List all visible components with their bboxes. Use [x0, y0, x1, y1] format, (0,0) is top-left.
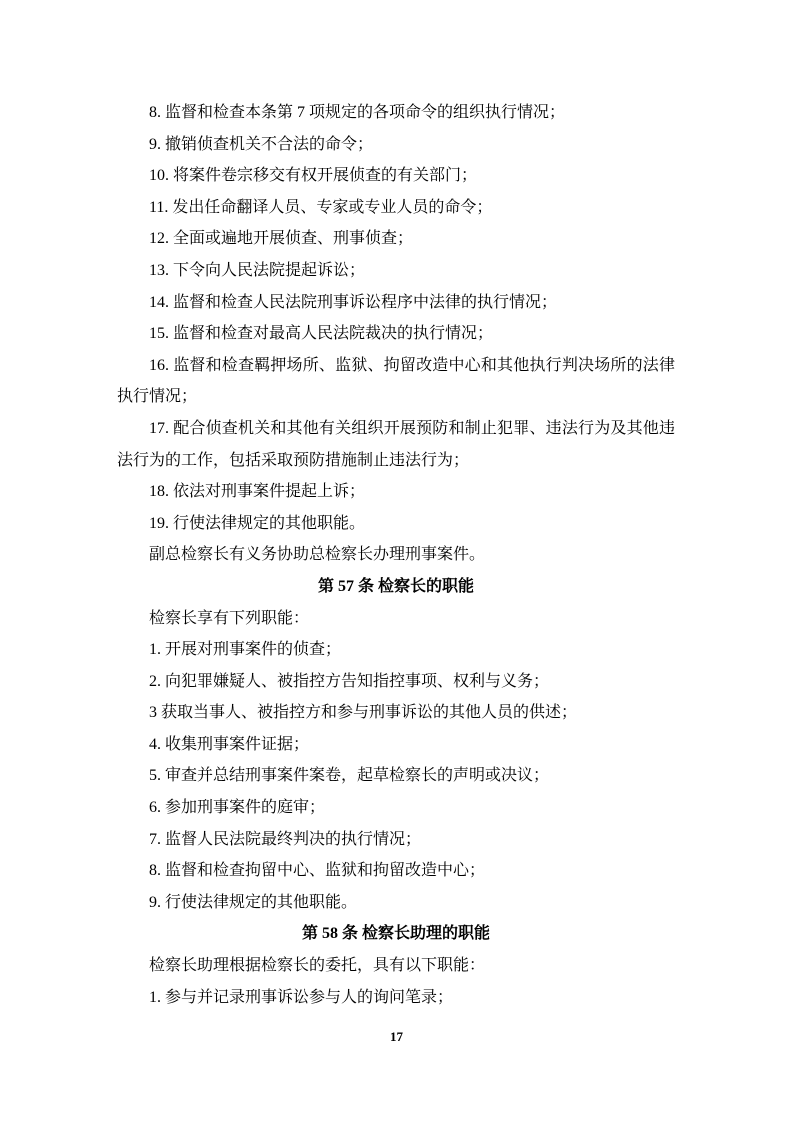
paragraph: 18. 依法对刑事案件提起上诉；: [149, 483, 366, 501]
paragraph: 14. 监督和检查人民法院刑事诉讼程序中法律的执行情况；: [149, 293, 558, 311]
paragraph: 检察长享有下列职能：: [149, 609, 310, 627]
paragraph: 8. 监督和检查本条第 7 项规定的各项命令的组织执行情况；: [149, 104, 566, 121]
paragraph: 15. 监督和检查对最高人民法院裁决的执行情况；: [149, 325, 494, 343]
paragraph: 13. 下令向人民法院提起诉讼；: [149, 261, 366, 279]
paragraph: 17. 配合侦查机关和其他有关组织开展预防和制止犯罪、违法行为及其他违法行为的工作，包括采取预防措施制止违法行为；: [117, 419, 675, 469]
paragraph: 12. 全面或遍地开展侦查、刑事侦查；: [149, 230, 414, 248]
paragraph: 4. 收集刑事案件证据；: [149, 735, 310, 753]
article-heading: 第 58 条 检察长助理的职能: [301, 925, 490, 943]
document-body: [117, 97, 675, 1013]
page-number: 17: [390, 1029, 403, 1044]
paragraph: 9. 撤销侦查机关不合法的命令；: [149, 135, 374, 153]
paragraph: 2. 向犯罪嫌疑人、被指控方告知指控事项、权利与义务；: [149, 672, 550, 690]
paragraph: 1. 开展对刑事案件的侦查；: [149, 641, 342, 659]
paragraph: 副总检察长有义务协助总检察长办理刑事案件。: [149, 546, 486, 564]
paragraph: 11. 发出任命翻译人员、专家或专业人员的命令；: [149, 198, 493, 216]
paragraph: 19. 行使法律规定的其他职能。: [149, 514, 366, 532]
paragraph: 9. 行使法律规定的其他职能。: [149, 893, 358, 911]
paragraph: 7. 监督人民法院最终判决的执行情况；: [149, 830, 422, 848]
paragraph: 8. 监督和检查拘留中心、监狱和拘留改造中心；: [149, 862, 486, 880]
paragraph: 5. 审查并总结刑事案件案卷，起草检察长的声明或决议；: [149, 767, 550, 785]
paragraph: 3 获取当事人、被指控方和参与刑事诉讼的其他人员的供述；: [149, 704, 578, 722]
paragraph: 6. 参加刑事案件的庭审；: [149, 799, 326, 817]
paragraph: 10. 将案件卷宗移交有权开展侦查的有关部门；: [149, 167, 478, 185]
paragraph: 1. 参与并记录刑事诉讼参与人的询问笔录；: [149, 988, 454, 1006]
article-heading: 第 57 条 检察长的职能: [317, 577, 474, 595]
paragraph: 检察长助理根据检察长的委托，具有以下职能：: [149, 957, 486, 975]
paragraph: 16. 监督和检查羁押场所、监狱、拘留改造中心和其他执行判决场所的法律执行情况；: [117, 356, 675, 406]
